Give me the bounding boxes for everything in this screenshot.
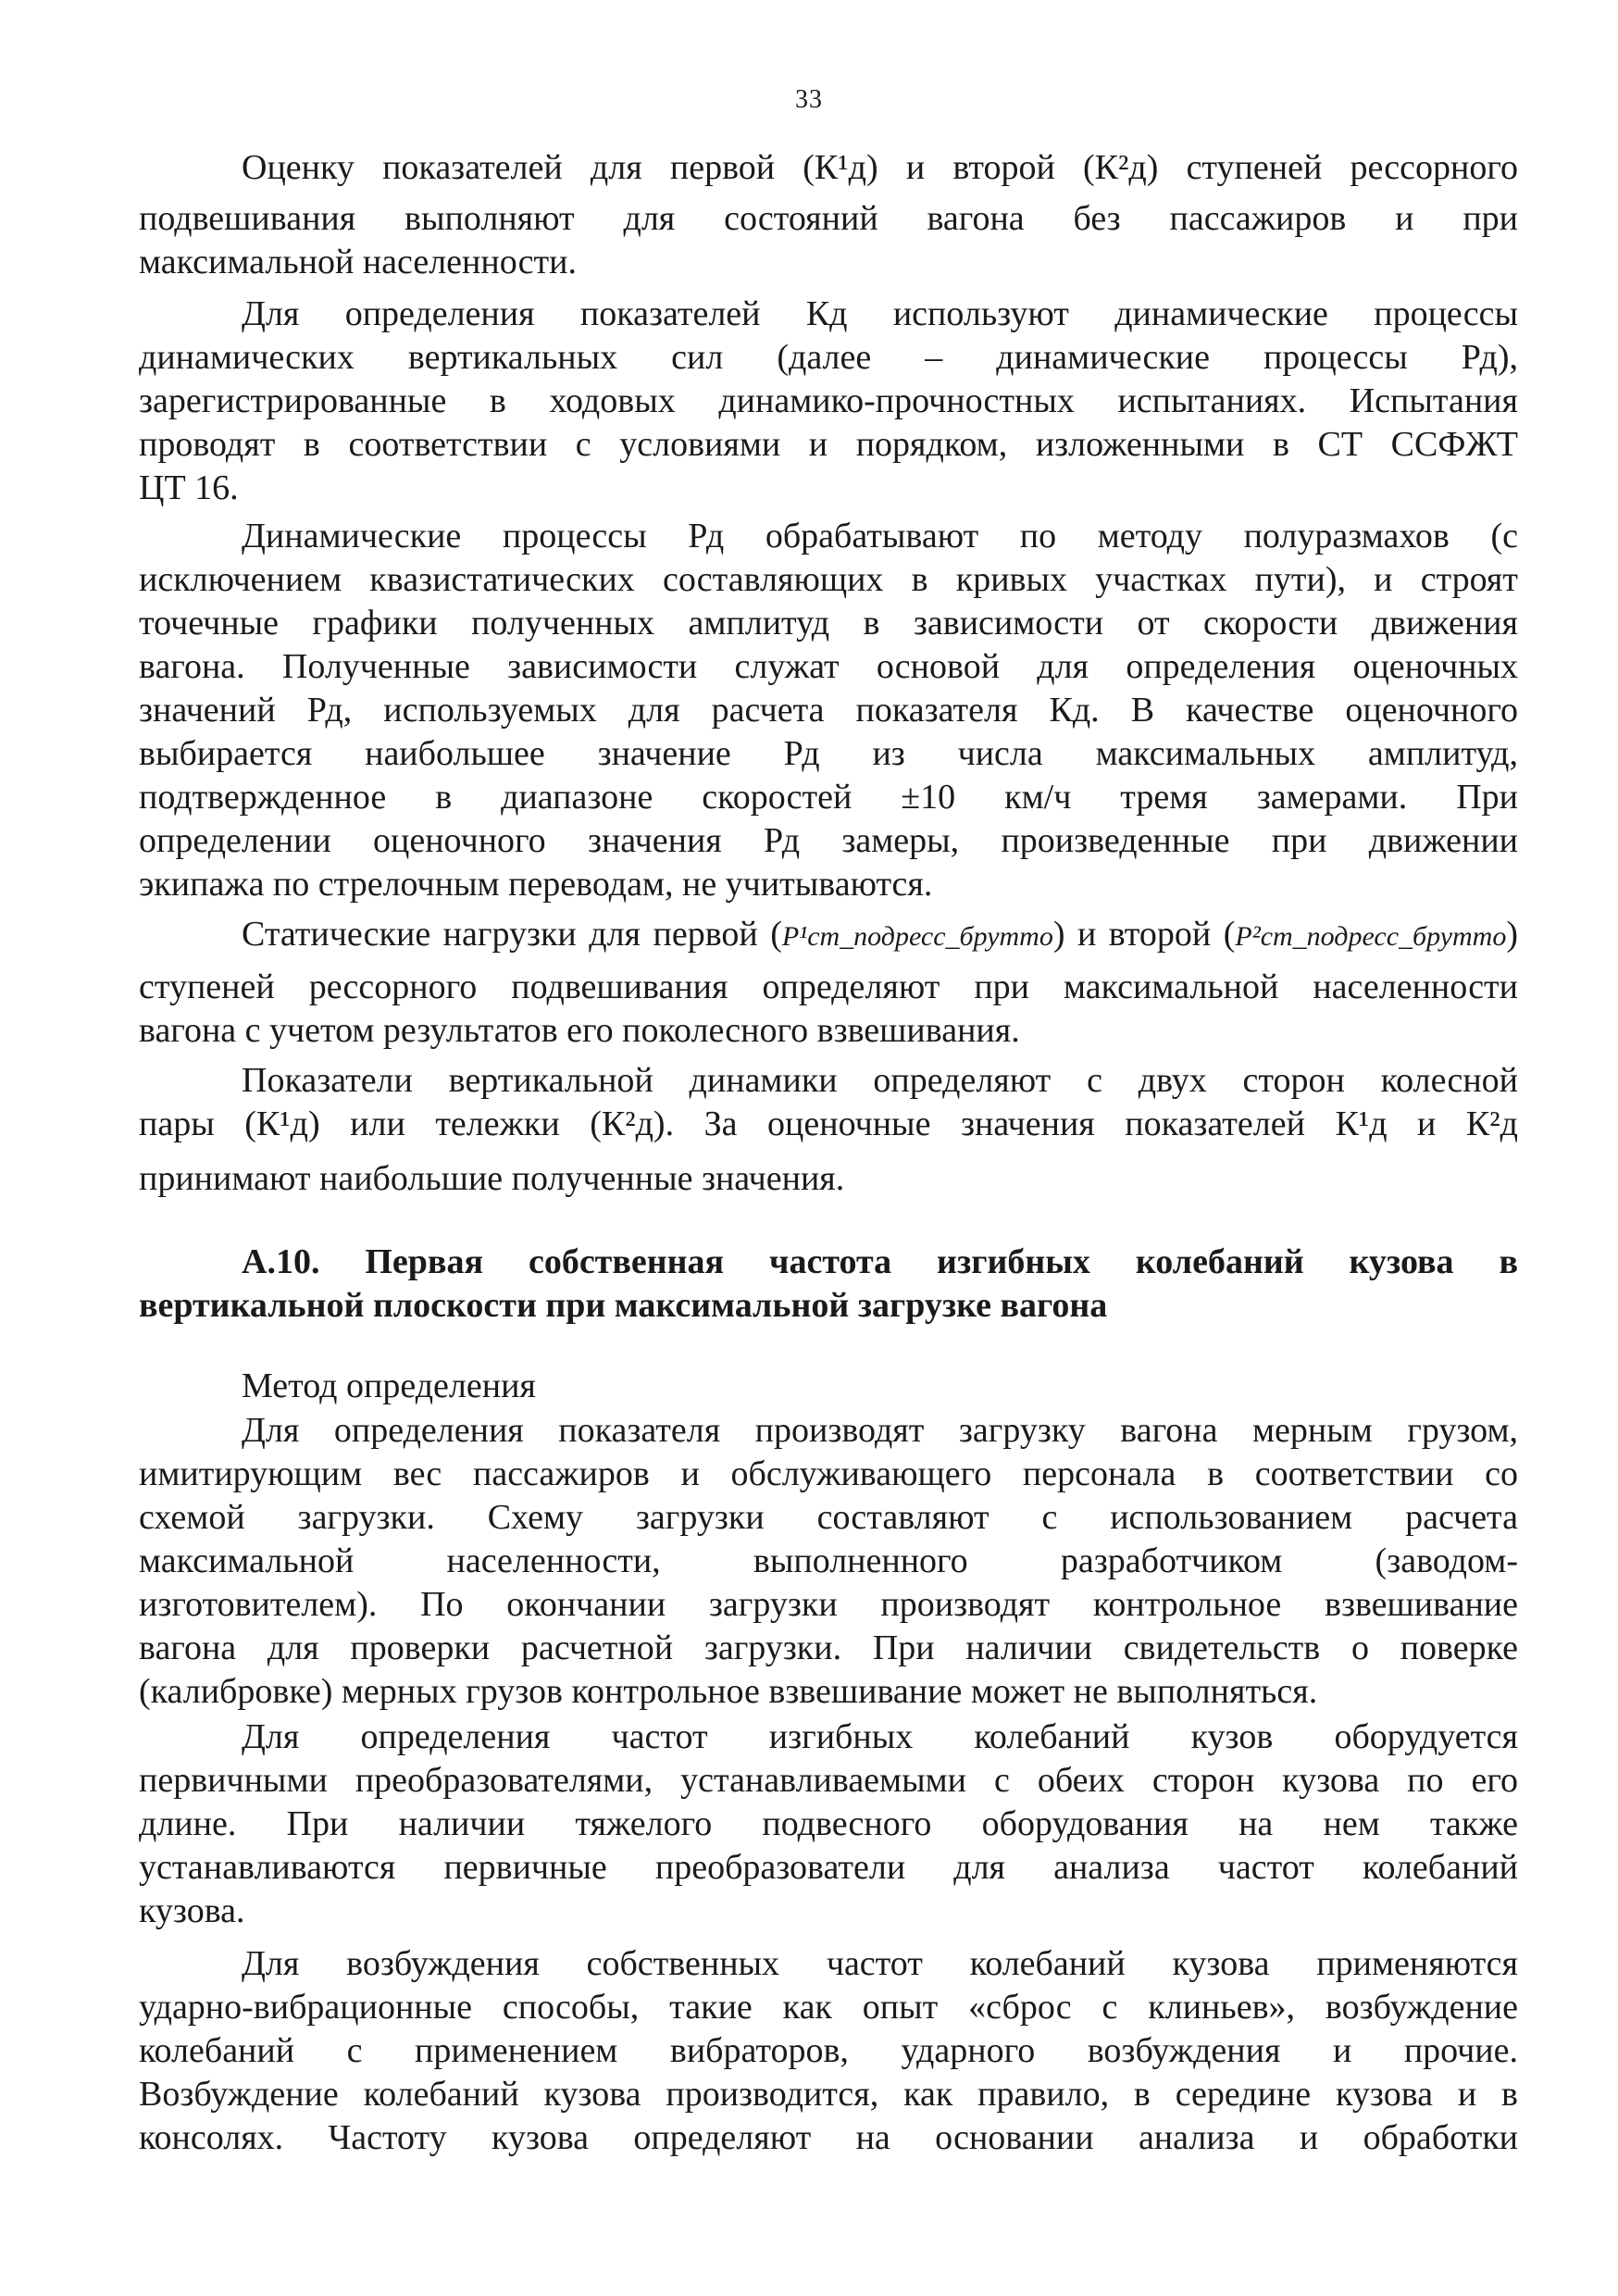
- text-line: выбирается наибольшее значение Рд из числа максимальных амплитуд,: [139, 734, 1518, 773]
- section-heading-a10: [139, 1241, 1518, 1328]
- text-line: определении оценочного значения Рд замеры, произведенные при движении: [139, 821, 1518, 860]
- text-line: максимальной населенности, выполненного разработчиком (заводом-: [139, 1541, 1518, 1580]
- text-line: ступеней рессорного подвешивания определяют при максимальной населенности: [139, 967, 1518, 1006]
- text-line: вагона. Полученные зависимости служат основой для определения оценочных: [139, 647, 1518, 686]
- paragraph-suspension-stages: [139, 146, 1518, 284]
- text-line: изготовителем). По окончании загрузки производят контрольное взвешивание: [139, 1585, 1518, 1624]
- paragraph-dynamic-processes: [139, 293, 1518, 510]
- text-line: кузова.: [139, 1891, 245, 1930]
- text-line: подвешивания выполняют для состояний вагона без пассажиров и при: [139, 199, 1518, 238]
- text-line: максимальной населенности.: [139, 243, 577, 281]
- text-line: динамических вертикальных сил (далее – динамические процессы Рд),: [139, 338, 1518, 377]
- text-line: [139, 913, 1518, 958]
- text-line: проводят в соответствии с условиями и порядком, изложенными в СТ ССФЖТ: [139, 425, 1518, 464]
- paragraph-excitation: [139, 1942, 1518, 2160]
- heading-line: вертикальной плоскости при максимальной загрузке вагона: [139, 1286, 1108, 1325]
- text-line: Оценку показателей для первой (К¹д) и второй (К²д) ступеней рессорного: [242, 148, 1518, 187]
- text-line: колебаний с применением вибраторов, ударного возбуждения и прочие.: [139, 2031, 1518, 2070]
- text-line: Для возбуждения собственных частот колебаний кузова применяются: [242, 1944, 1518, 1983]
- text-line: Показатели вертикальной динамики определяют с двух сторон колесной: [242, 1061, 1518, 1100]
- paragraph-static-loads: [139, 913, 1518, 1053]
- paragraph-vertical-dynamics: [139, 1059, 1518, 1201]
- text-line: подтвержденное в диапазоне скоростей ±10 км/ч тремя замерами. При: [139, 778, 1518, 817]
- text-line: ЦТ 16.: [139, 468, 239, 507]
- text-line: (калибровке) мерных грузов контрольное взвешивание может не выполняться.: [139, 1672, 1318, 1711]
- text-line: Возбуждение колебаний кузова производится, как правило, в середине кузова и в: [139, 2075, 1518, 2114]
- text-line: Динамические процессы Рд обрабатывают по методу полуразмахов (с: [242, 517, 1518, 555]
- paragraph-loading: [139, 1409, 1518, 1714]
- text-fragment: Статические нагрузки для первой (: [242, 915, 782, 954]
- method-label: [139, 1365, 1518, 1408]
- paragraph-half-swing-method: [139, 515, 1518, 906]
- text-line: имитирующим вес пассажиров и обслуживающего персонала в соответствии со: [139, 1454, 1518, 1493]
- text-line: точечные графики полученных амплитуд в зависимости от скорости движения: [139, 604, 1518, 643]
- text-line: Для определения показателя производят загрузку вагона мерным грузом,: [242, 1411, 1518, 1450]
- text-fragment: ): [1506, 915, 1518, 954]
- text-line: значений Рд, используемых для расчета показателя Кд. В качестве оценочного: [139, 691, 1518, 730]
- text-line: зарегистрированные в ходовых динамико-прочностных испытаниях. Испытания: [139, 381, 1518, 420]
- formula-static-load-2: Р²ст_подресс_брутто: [1235, 921, 1507, 952]
- text-line: схемой загрузки. Схему загрузки составляют с использованием расчета: [139, 1498, 1518, 1537]
- page-number: 33: [795, 85, 823, 114]
- text-line: исключением квазистатических составляющих в кривых участках пути), и строят: [139, 560, 1518, 599]
- text-line: длине. При наличии тяжелого подвесного оборудования на нем также: [139, 1804, 1518, 1843]
- text-line: устанавливаются первичные преобразователи для анализа частот колебаний: [139, 1848, 1518, 1887]
- paragraph-transducers: [139, 1716, 1518, 1933]
- heading-line: А.10. Первая собственная частота изгибных колебаний кузова в: [242, 1242, 1518, 1281]
- text-line: Для определения частот изгибных колебаний кузов оборудуется: [242, 1717, 1518, 1756]
- text-line: первичными преобразователями, устанавливаемыми с обеих сторон кузова по его: [139, 1761, 1518, 1800]
- text-line: экипажа по стрелочным переводам, не учитываются.: [139, 865, 933, 904]
- text-line: пары (К¹д) или тележки (К²д). За оценочные значения показателей К¹д и К²д: [139, 1104, 1518, 1143]
- text-line: вагона с учетом результатов его поколесного взвешивания.: [139, 1011, 1020, 1050]
- text-line: ударно-вибрационные способы, такие как опыт «сброс с клиньев», возбуждение: [139, 1988, 1518, 2027]
- text-line: Для определения показателей Кд используют динамические процессы: [242, 294, 1518, 333]
- formula-static-load-1: Р¹ст_подресс_брутто: [781, 921, 1053, 952]
- text-line: вагона для проверки расчетной загрузки. При наличии свидетельств о поверке: [139, 1628, 1518, 1667]
- text-line: Метод определения: [242, 1366, 536, 1405]
- text-fragment: ) и второй (: [1052, 915, 1236, 954]
- text-line: консолях. Частоту кузова определяют на основании анализа и обработки: [139, 2118, 1518, 2157]
- text-line: принимают наибольшие полученные значения.: [139, 1159, 845, 1198]
